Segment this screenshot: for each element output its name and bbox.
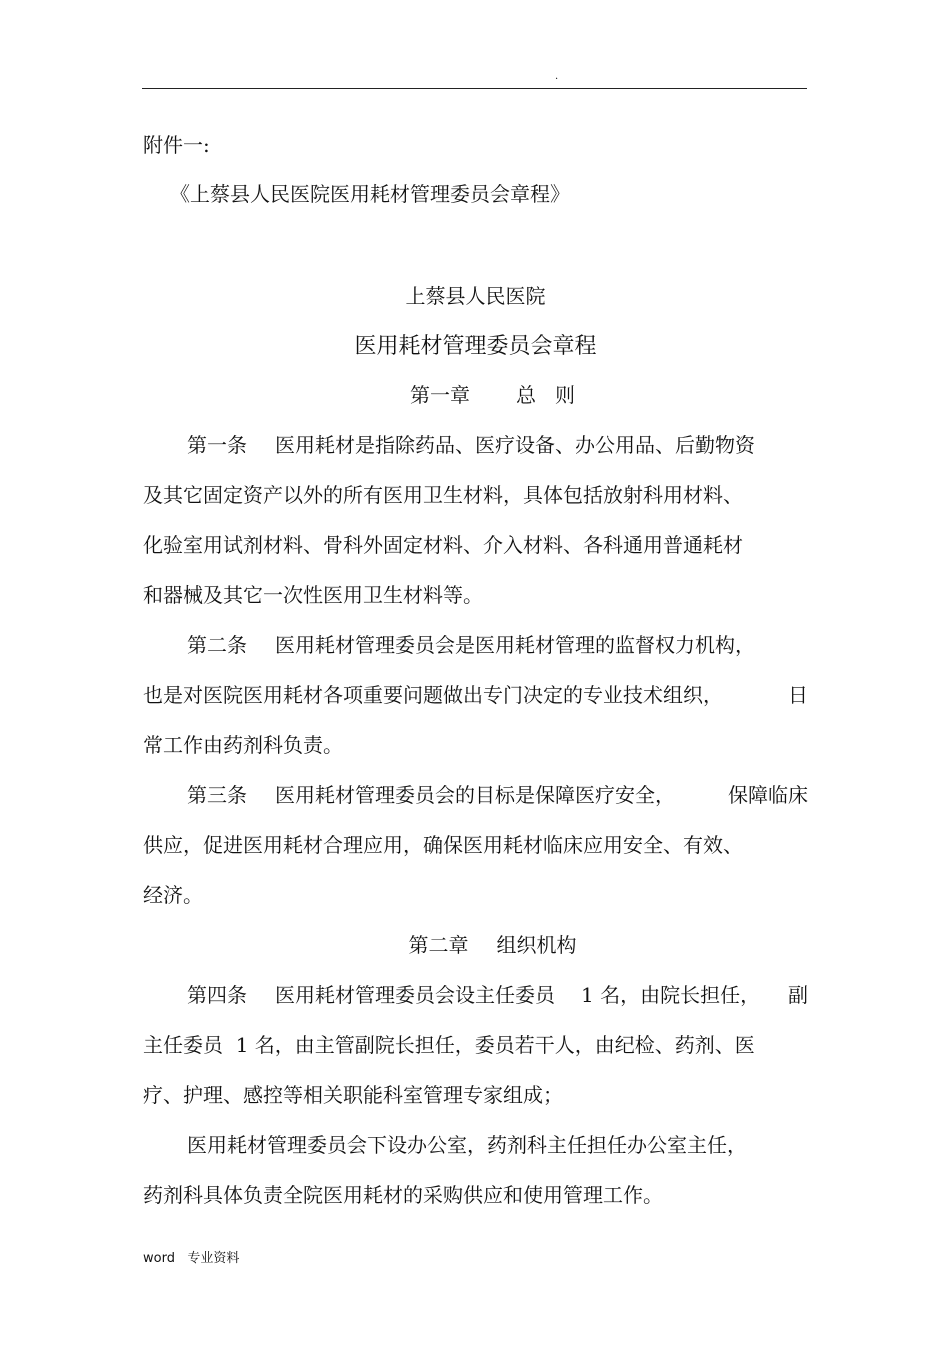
chapter2-name: 组织机构	[496, 933, 577, 957]
article1-line-3: 化验室用试剂材料、骨科外固定材料、介入材料、各科通用普通耗材	[143, 533, 743, 557]
article2-number: 第二条	[187, 633, 247, 657]
article4-line-3: 疗、护理、感控等相关职能科室管理专家组成；	[143, 1083, 563, 1107]
chapter2-number: 第二章	[408, 933, 469, 957]
article4-line-1	[143, 981, 808, 1009]
article2-text-2b: 日	[788, 683, 808, 707]
article4-text-1c: 副	[788, 983, 808, 1007]
chapter1-name: 总 则	[515, 383, 576, 407]
article4-line-2: 主任委员 1 名，由主管副院长担任，委员若干人，由纪检、药剂、医	[143, 1033, 755, 1057]
paragraph5-line-2: 药剂科具体负责全院医用耗材的采购供应和使用管理工作。	[143, 1183, 663, 1207]
article4-text-1b: 1 名，由院长担任，	[581, 983, 761, 1007]
article1-line-2: 及其它固定资产以外的所有医用卫生材料，具体包括放射科用材料、	[143, 483, 743, 507]
article1-line-4: 和器械及其它一次性医用卫生材料等。	[143, 583, 483, 607]
article4-number: 第四条	[187, 983, 247, 1007]
article3-line-2: 供应，促进医用耗材合理应用，确保医用耗材临床应用安全、有效、	[143, 833, 743, 857]
attachment-label: 附件一:	[143, 133, 210, 157]
header-rule	[142, 88, 807, 89]
header-mark: .	[555, 71, 559, 82]
chapter1-heading	[160, 381, 825, 409]
article3-line-3: 经济。	[143, 883, 203, 907]
footer-text: word 专业资料	[143, 1251, 240, 1266]
article2-text-1: 医用耗材管理委员会是医用耗材管理的监督权力机构，	[275, 633, 755, 657]
article3-number: 第三条	[187, 783, 247, 807]
article4-text-1: 医用耗材管理委员会设主任委员	[275, 983, 555, 1007]
paragraph5-line-1: 医用耗材管理委员会下设办公室，药剂科主任担任办公室主任，	[187, 1133, 747, 1157]
article2-line-2	[143, 681, 808, 709]
article2-line-3: 常工作由药剂科负责。	[143, 733, 343, 757]
article2-line-1	[143, 631, 808, 659]
article1-number: 第一条	[187, 433, 247, 457]
article3-line-1	[143, 781, 808, 809]
chapter2-heading	[160, 931, 825, 959]
chapter1-number: 第一章	[409, 383, 470, 407]
doc-reference: 《上蔡县人民医院医用耗材管理委员会章程》	[170, 182, 570, 206]
article3-text-1: 医用耗材管理委员会的目标是保障医疗安全，	[275, 783, 675, 807]
article1-text-1: 医用耗材是指除药品、医疗设备、办公用品、后勤物资	[275, 433, 755, 457]
title-line-2: 医用耗材管理委员会章程	[354, 334, 597, 359]
article2-text-2: 也是对医院医用耗材各项重要问题做出专门决定的专业技术组织，	[143, 683, 723, 707]
article1-line-1	[143, 431, 808, 459]
article3-text-1b: 保障临床	[728, 783, 808, 807]
title-line-1: 上蔡县人民医院	[405, 284, 546, 308]
